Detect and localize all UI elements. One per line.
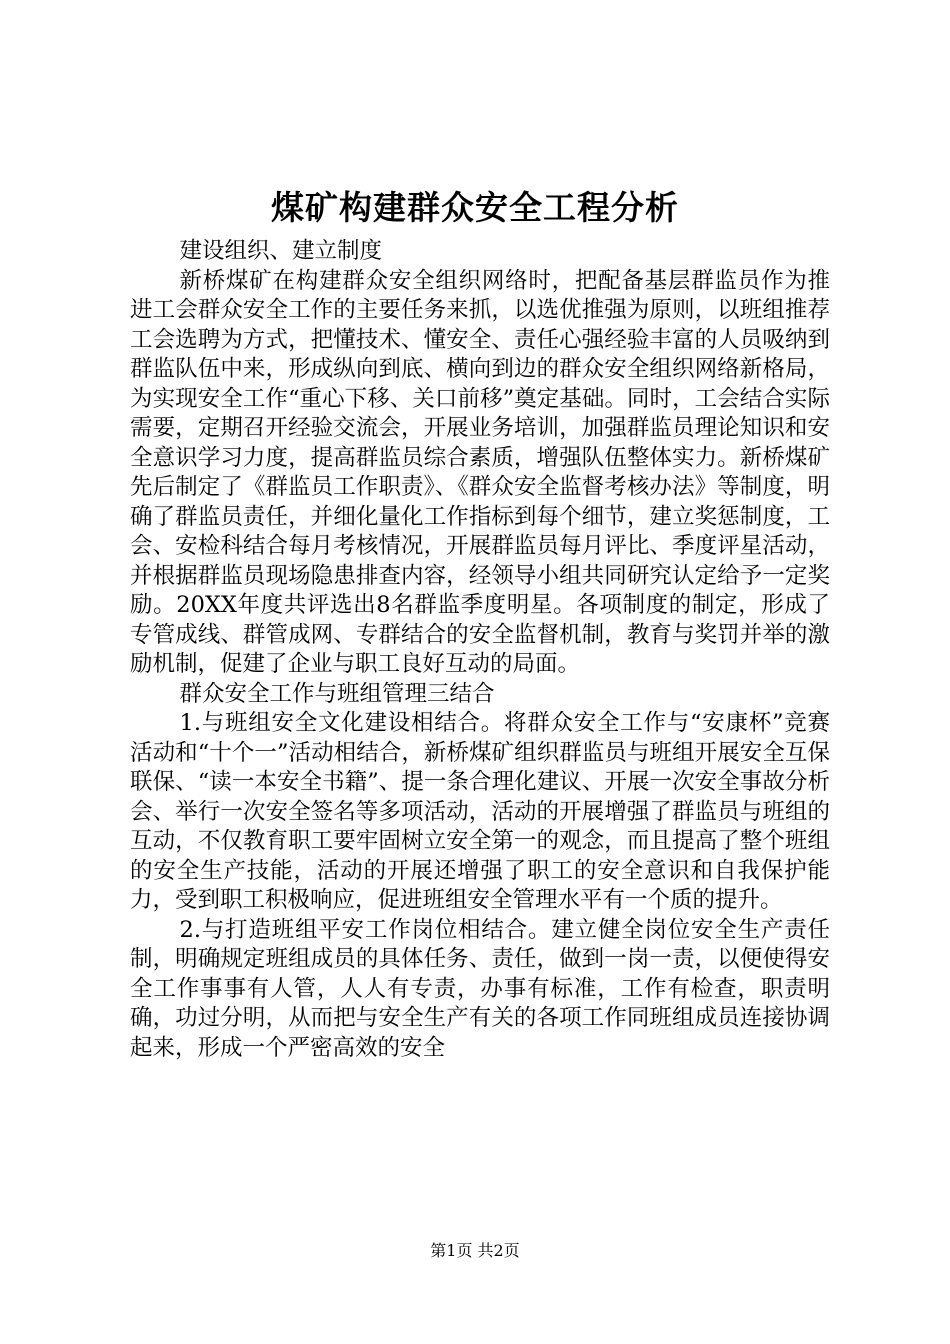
body-paragraph: 2.与打造班组平安工作岗位相结合。建立健全岗位安全生产责任制，明确规定班组成员的具体任务、责任，做到一岗一责，以便使得安全工作事事有人管，人人有专责，办事有标准，工作有检查，职责明确，功过分明，从而把与安全生产有关的各项工作同班组成员连接协调起来，形成一个严密高效的安全 xyxy=(130,916,830,1061)
document-title: 煤矿构建群众安全工程分析 xyxy=(271,188,679,227)
body-paragraph: 1.与班组安全文化建设相结合。将群众安全工作与“安康杯”竞赛活动和“十个一”活动相结合，新桥煤矿组织群监员与班组开展安全互保联保、“读一本安全书籍”、提一条合理化建议、开展一次安全事故分析会、举行一次安全签名等多项活动，活动的开展增强了群监员与班组的互动，不仅教育职工要牢固树立安全第一的观念，而且提高了整个班组的安全生产技能，活动的开展还增强了职工的安全意识和自我保护能力，受到职工积极响应，促进班组安全管理水平有一个质的提升。 xyxy=(130,710,830,913)
body-paragraph: 新桥煤矿在构建群众安全组织网络时，把配备基层群监员作为推进工会群众安全工作的主要任务来抓，以选优推强为原则，以班组推荐工会选聘为方式，把懂技术、懂安全、责任心强经验丰富的人员吸纳到群监队伍中来，形成纵向到底、横向到边的群众安全组织网络新格局，为实现安全工作“重心下移、关口前移”奠定基础。同时，工会结合实际需要，定期召开经验交流会，开展业务培训，加强群监员理论知识和安全意识学习力度，提高群监员综合素质，增强队伍整体实力。新桥煤矿先后制定了《群监员工作职责》、《群众安全监督考核办法》等制度，明确了群监员责任，并细化量化工作指标到每个细节，建立奖惩制度，工会、安检科结合每月考核情况，开展群监员每月评比、季度评星活动，并根据群监员现场隐患排查内容，经领导小组共同研究认定给予一定奖励。20XX年度共评选出8名群监季度明星。各项制度的制定，形成了专管成线、群管成网、专群结合的安全监督机制，教育与奖罚并举的激励机制，促建了企业与职工良好互动的局面。 xyxy=(130,267,830,677)
section-heading: 群众安全工作与班组管理三结合 xyxy=(179,680,495,707)
document-body xyxy=(130,237,830,1063)
page-footer: 第1页 共2页 xyxy=(430,1241,520,1260)
section-heading: 建设组织、建立制度 xyxy=(179,238,383,264)
